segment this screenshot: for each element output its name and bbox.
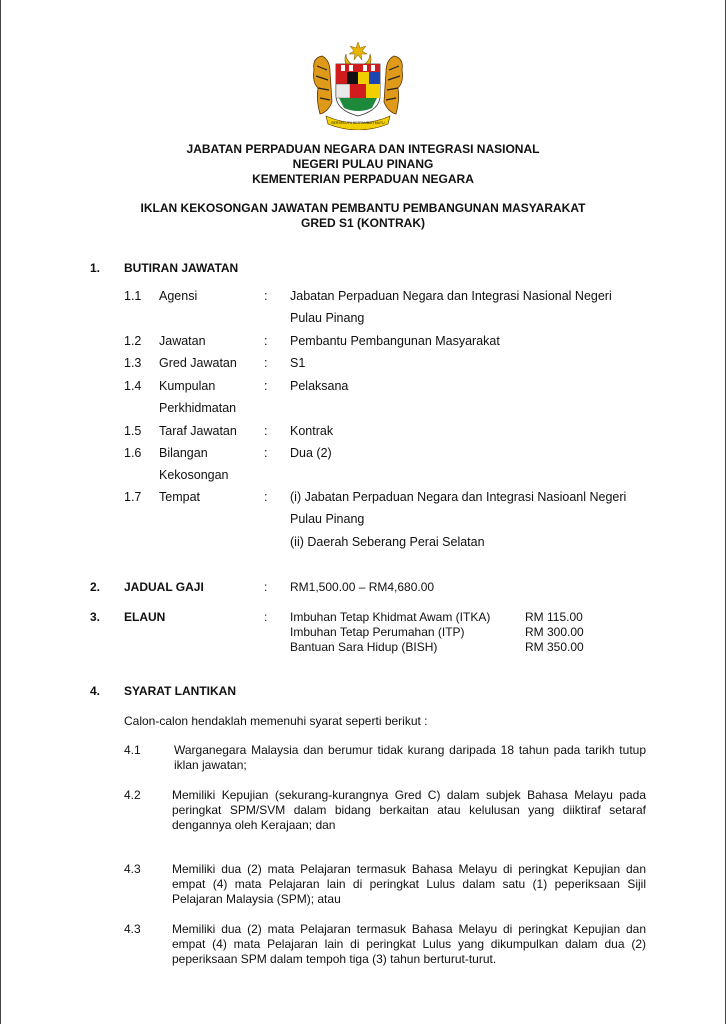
section4-title: SYARAT LANTIKAN [124, 684, 237, 698]
document-title: IKLAN KEKOSONGAN JAWATAN PEMBANTU PEMBANGUNAN MASYARAKAT [140, 201, 586, 215]
item-1-4-colon: : [264, 379, 268, 393]
item-1-2-number: 1.2 [124, 334, 142, 348]
section3-colon: : [264, 610, 268, 624]
item-1-1-value: Jabatan Perpaduan Negara dan Integrasi Nasional Negeri [290, 289, 612, 303]
item-1-6-colon: : [264, 446, 268, 460]
item-1-5-label: Taraf Jawatan [159, 424, 237, 438]
requirement-text: Memiliki dua (2) mata Pelajaran termasuk Bahasa Melayu di peringkat Kepujian dan empat (4) mata Pelajaran lain di peringkat Lulus yang dikumpulkan dalam dua (2) peperiksaan SPM dalam tempoh tiga (3) tahun berturut-turut. [172, 922, 646, 966]
item-1-4-label-cont: Perkhidmatan [159, 401, 237, 415]
allowance-name: Bantuan Sara Hidup (BISH) [290, 640, 438, 654]
item-1-7-value: (i) Jabatan Perpaduan Negara dan Integrasi Nasioanl Negeri [290, 490, 627, 504]
requirements-intro: Calon-calon hendaklah memenuhi syarat seperti berikut : [124, 714, 428, 728]
item-1-7-colon: : [264, 490, 268, 504]
salary-range: RM1,500.00 – RM4,680.00 [290, 580, 435, 594]
item-1-1-value-cont: Pulau Pinang [290, 311, 365, 325]
requirement-number: 4.3 [124, 922, 141, 936]
item-1-5-number: 1.5 [124, 424, 142, 438]
item-1-1-number: 1.1 [124, 289, 142, 303]
requirement-text: Memiliki dua (2) mata Pelajaran termasuk Bahasa Melayu di peringkat Kepujian dan empat (4) mata Pelajaran lain di peringkat Lulus dalam satu (1) peperiksaan Sijil Pelajaran Malaysia (SPM); atau [172, 862, 646, 906]
requirement-number: 4.1 [124, 743, 141, 757]
item-1-7-value-location2: (ii) Daerah Seberang Perai Selatan [290, 535, 485, 549]
allowance-amount: RM 300.00 [525, 625, 584, 639]
item-1-3-number: 1.3 [124, 356, 142, 370]
item-1-1-label: Agensi [159, 289, 198, 303]
agency-name-line2: NEGERI PULAU PINANG [292, 157, 434, 171]
coat-of-arms-logo [308, 40, 408, 130]
item-1-1-colon: : [264, 289, 268, 303]
section3-title: ELAUN [124, 610, 166, 624]
item-1-6-value: Dua (2) [290, 446, 332, 460]
requirement-text: Warganegara Malaysia dan berumur tidak kurang daripada 18 tahun pada tarikh tutup iklan jawatan; [174, 743, 646, 772]
item-1-3-value: S1 [290, 356, 306, 370]
section1-number: 1. [90, 261, 101, 275]
document-subtitle: GRED S1 (KONTRAK) [300, 216, 425, 230]
agency-name-line1: JABATAN PERPADUAN NEGARA DAN INTEGRASI NASIONAL [186, 142, 540, 156]
section1-title: BUTIRAN JAWATAN [124, 261, 239, 275]
section2-title: JADUAL GAJI [124, 580, 204, 594]
item-1-2-colon: : [264, 334, 268, 348]
item-1-5-value: Kontrak [290, 424, 334, 438]
allowance-amount: RM 115.00 [525, 610, 583, 624]
item-1-4-value: Pelaksana [290, 379, 349, 393]
ministry-name: KEMENTERIAN PERPADUAN NEGARA [252, 172, 474, 186]
item-1-3-colon: : [264, 356, 268, 370]
requirement-number: 4.3 [124, 862, 141, 876]
item-1-4-number: 1.4 [124, 379, 142, 393]
requirement-number: 4.2 [124, 788, 141, 802]
item-1-4-label: Kumpulan [159, 379, 216, 393]
item-1-7-value-cont: Pulau Pinang [290, 512, 365, 526]
section3-number: 3. [90, 610, 101, 624]
allowance-amount: RM 350.00 [525, 640, 584, 654]
item-1-3-label: Gred Jawatan [159, 356, 237, 370]
item-1-2-label: Jawatan [159, 334, 206, 348]
item-1-6-label-cont: Kekosongan [159, 468, 229, 482]
item-1-5-colon: : [264, 424, 268, 438]
coat-of-arms-motto: BERSEKUTU BERTAMBAH MUTU [331, 121, 385, 125]
allowance-name: Imbuhan Tetap Khidmat Awam (ITKA) [290, 610, 491, 624]
item-1-2-value: Pembantu Pembangunan Masyarakat [290, 334, 500, 348]
item-1-7-label: Tempat [159, 490, 200, 504]
requirement-text: Memiliki Kepujian (sekurang-kurangnya Gred C) dalam subjek Bahasa Melayu pada peringkat SPM/SVM dalam bidang berkaitan atau kelulusan yang diiktiraf setaraf dengannya oleh Kerajaan; dan [172, 788, 646, 832]
section2-number: 2. [90, 580, 101, 594]
item-1-6-label: Bilangan [159, 446, 208, 460]
section4-number: 4. [90, 684, 101, 698]
item-1-6-number: 1.6 [124, 446, 142, 460]
item-1-7-number: 1.7 [124, 490, 142, 504]
section2-colon: : [264, 580, 268, 594]
allowance-name: Imbuhan Tetap Perumahan (ITP) [290, 625, 465, 639]
